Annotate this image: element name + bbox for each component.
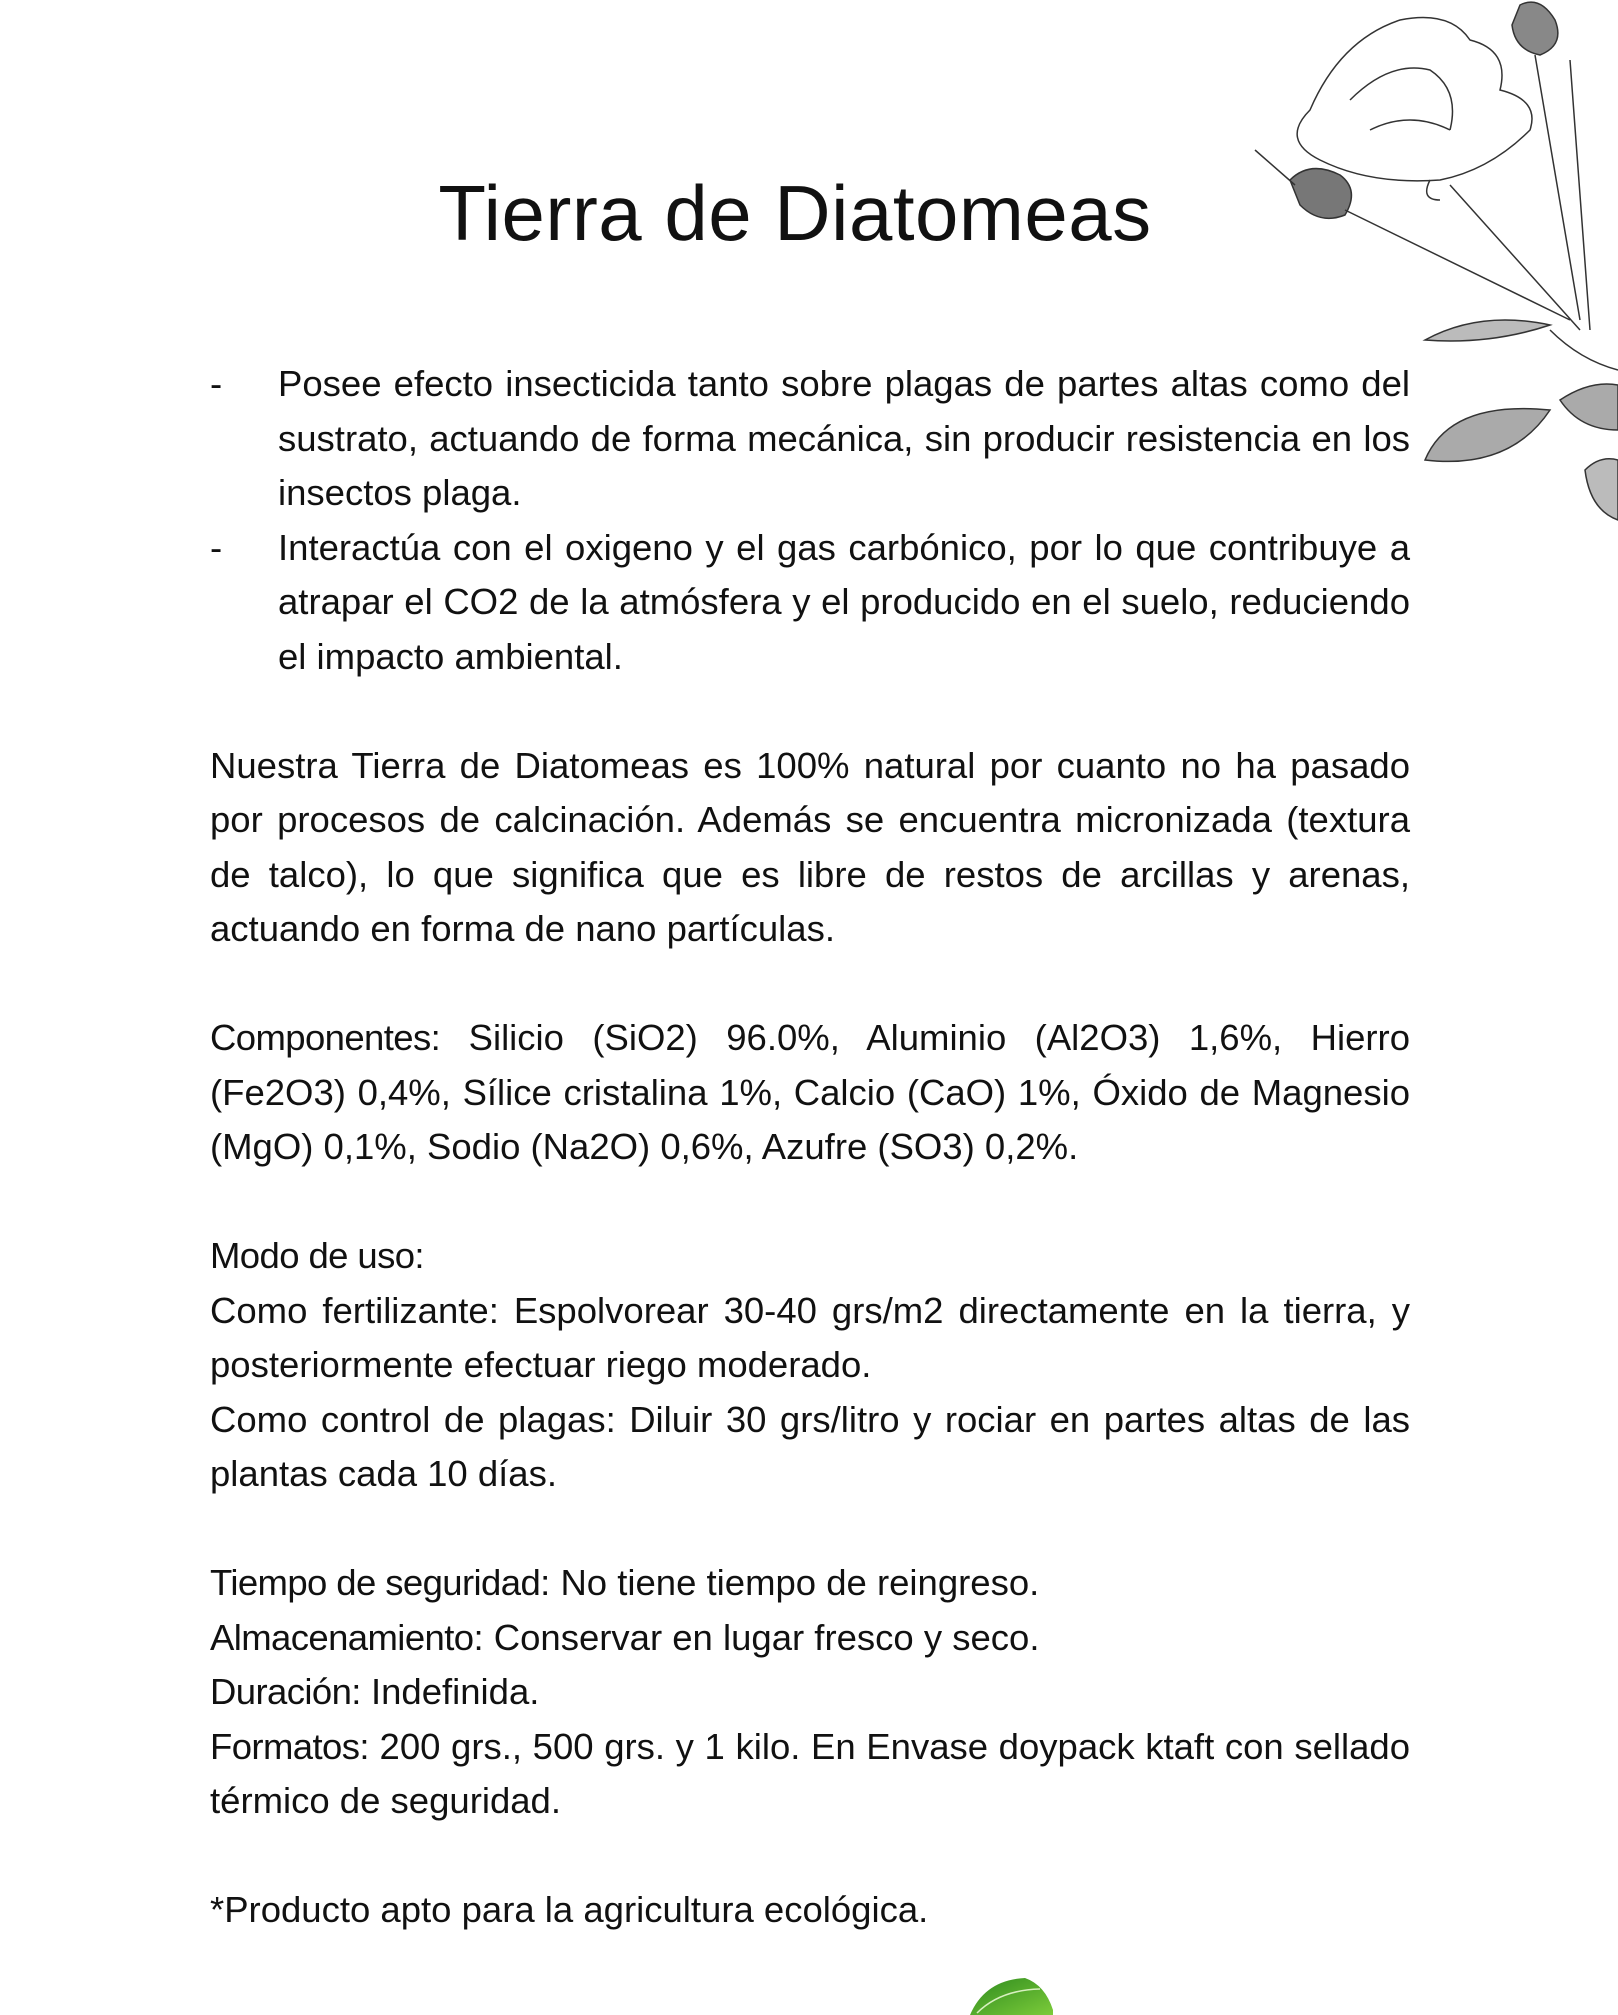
intro-paragraph: Nuestra Tierra de Diatomeas es 100% natural por cuanto no ha pasado por procesos de calcinación. Además se encuentra micronizada (textura de talco), lo que significa que es libre de restos de arcillas y arenas, actuando en forma de nano partículas. <box>210 744 1410 949</box>
bullet-marker: - <box>210 363 223 404</box>
detail-label: Duración: <box>210 1671 361 1712</box>
detail-duration <box>210 1665 1410 1720</box>
detail-text: : No tiene tiempo de reingreso. <box>540 1562 1040 1603</box>
feature-list <box>210 357 1410 684</box>
document-body <box>210 357 1410 1938</box>
bullet-marker: - <box>210 526 223 568</box>
components-paragraph <box>210 1011 1410 1175</box>
detail-text: Indefinida. <box>360 1671 540 1712</box>
bullet-text: Posee efecto insecticida tanto sobre plagas de partes altas como del sustrato, actuando de forma mecánica, sin producir resistencia en los insectos plaga. <box>278 363 1410 513</box>
detail-formats <box>210 1720 1410 1829</box>
detail-label: Tiempo de seguridad <box>210 1562 541 1603</box>
usage-fertilizer: Como fertilizante: Espolvorear 30-40 grs/m2 directamente en la tierra, y posteriormente efectuar riego moderado. <box>210 1289 1410 1385</box>
footnote: *Producto apto para la agricultura ecológica. <box>210 1889 929 1930</box>
detail-text: 200 grs., 500 grs. y 1 kilo. En Envase doypack ktaft con sellado térmico de seguridad. <box>210 1725 1410 1821</box>
list-item <box>210 357 1410 521</box>
usage-section <box>210 1229 1410 1502</box>
detail-text: : Conservar en lugar fresco y seco. <box>473 1616 1040 1658</box>
usage-pest-control: Como control de plagas: Diluir 30 grs/litro y rociar en partes altas de las plantas cada 10 días. <box>210 1398 1410 1494</box>
components-text: Silicio (SiO2) 96.0%, Aluminio (Al2O3) 1,6%, Hierro (Fe2O3) 0,4%, Sílice cristalina 1%, Calcio (CaO) 1%, Óxido de Magnesio (MgO) 0,1%, Sodio (Na2O) 0,6%, Azufre (SO3) 0,2%. <box>210 1017 1410 1167</box>
detail-storage <box>210 1611 1410 1666</box>
components-label: Componentes: <box>210 1017 441 1058</box>
bullet-text: Interactúa con el oxigeno y el gas carbónico, por lo que contribuye a atrapar el CO2 de la atmósfera y el producido en el suelo, reduciendo el impacto ambiental. <box>278 526 1410 677</box>
usage-label: Modo de uso: <box>210 1235 424 1276</box>
detail-label: Formatos: <box>210 1725 369 1767</box>
detail-safety-time <box>210 1556 1410 1611</box>
details-section <box>210 1556 1410 1829</box>
list-item <box>210 521 1410 685</box>
leaf-icon <box>965 1975 1055 2015</box>
page-title: Tierra de Diatomeas <box>438 169 1152 257</box>
detail-label: Almacenamiento <box>210 1616 474 1658</box>
